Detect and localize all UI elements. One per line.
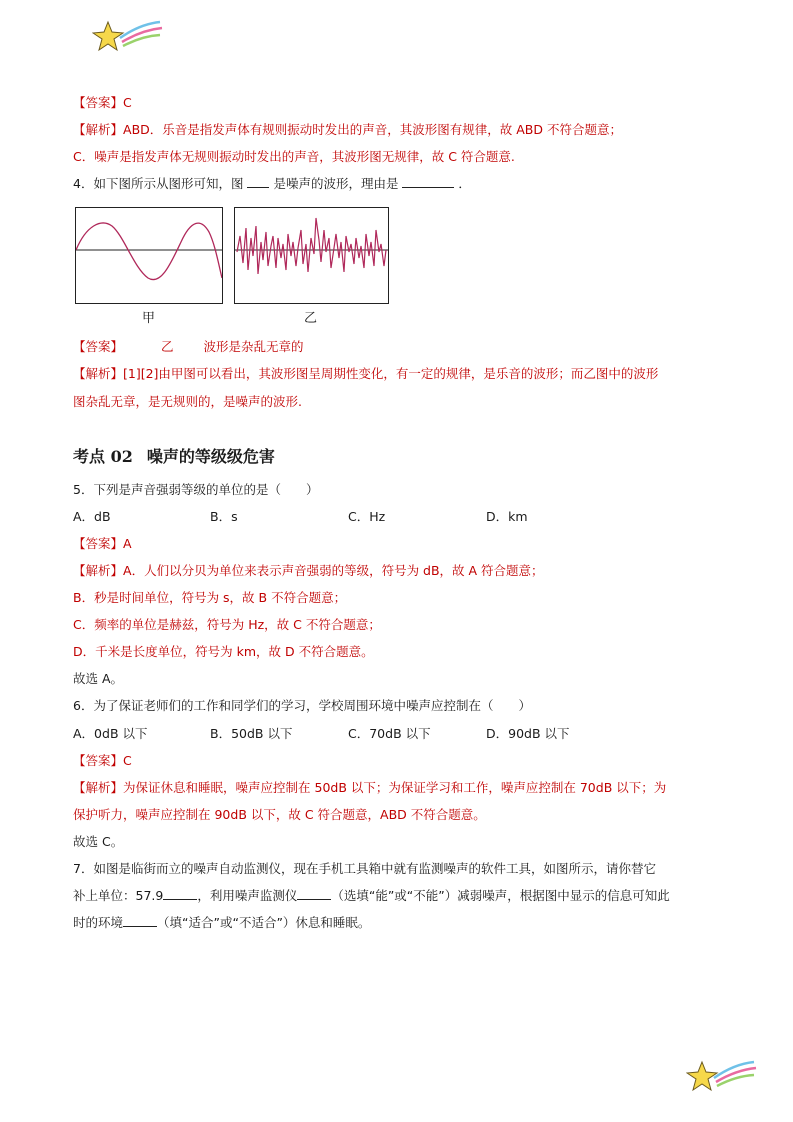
analysis-label: 【解析】 [73, 563, 124, 578]
q6-option-c[interactable]: C．70dB 以下 [348, 726, 431, 741]
q5-stem: 5．下列是声音强弱等级的单位的是（ ） [73, 482, 319, 497]
figure-caption-jia: 甲 [142, 311, 156, 326]
q3-analysis-2: C．噪声是指发声体无规则振动时发出的声音，其波形图无规律，故 C 符合题意. [73, 149, 515, 164]
q7-line-2: 补上单位：57.9 ，利用噪声监测仪 （选填“能”或“不能”）减弱噪声，根据图中显示的信息可知此 [73, 888, 670, 903]
section-heading [73, 446, 275, 468]
q5-analysis-3: C．频率的单位是赫兹，符号为 Hz，故 C 不符合题意； [73, 617, 381, 632]
q4-answer [73, 338, 304, 356]
answer-value: C [123, 753, 132, 768]
answer-blank[interactable] [123, 914, 157, 927]
q6-option-a[interactable]: A．0dB 以下 [73, 726, 148, 741]
unit-blank[interactable] [163, 887, 197, 900]
analysis-label: 【解析】 [73, 366, 124, 381]
answer-blank[interactable] [402, 175, 454, 188]
wave-figure-jia [75, 207, 223, 304]
q6-option-d[interactable]: D．90dB 以下 [486, 726, 570, 741]
figure-caption-yi: 乙 [304, 311, 318, 326]
q4-stem: 4．如下图所示从图形可知，图 是噪声的波形，理由是 ． [73, 176, 471, 191]
section-code: 考点 02 [73, 447, 133, 466]
q6-answer [73, 752, 132, 770]
analysis-label: 【解析】 [73, 122, 124, 137]
answer-value: C [123, 95, 132, 110]
answer-value-1: 乙 [161, 339, 174, 354]
q7-line-3: 时的环境 （填“适合”或“不适合”）休息和睡眠。 [73, 915, 371, 930]
answer-label: 【答案】 [73, 753, 124, 768]
shooting-star-icon [92, 16, 164, 58]
answer-label: 【答案】 [73, 95, 124, 110]
q6-analysis-2: 保护听力，噪声应控制在 90dB 以下，故 C 符合题意，ABD 不符合题意。 [73, 807, 486, 822]
answer-label: 【答案】 [73, 536, 124, 551]
q4-analysis-1: 【解析】[1][2]由甲图可以看出，其波形图呈周期性变化，有一定的规律，是乐音的波形；而乙图中的波形 [73, 366, 659, 381]
q6-conclusion: 故选 C。 [73, 834, 124, 849]
q3-analysis-1: 【解析】ABD．乐音是指发声体有规则振动时发出的声音，其波形图有规律，故 ABD 不符合题意； [73, 122, 622, 137]
q7-line-1: 7．如图是临街而立的噪声自动监测仪，现在手机工具箱中就有监测噪声的软件工具，如图所示，请你替它 [73, 861, 656, 876]
q6-option-b[interactable]: B．50dB 以下 [210, 726, 293, 741]
section-title: 噪声的等级级危害 [146, 447, 275, 466]
q5-analysis-1: 【解析】A．人们以分贝为单位来表示声音强弱的等级，符号为 dB，故 A 符合题意； [73, 563, 544, 578]
q5-option-d[interactable]: D．km [486, 509, 528, 524]
q3-answer [73, 94, 132, 112]
q4-analysis-2: 图杂乱无章，是无规则的，是噪声的波形. [73, 394, 302, 409]
answer-value-2: 波形是杂乱无章的 [203, 339, 304, 354]
wave-figure-yi [234, 207, 389, 304]
q5-option-a[interactable]: A．dB [73, 509, 111, 524]
q5-analysis-2: B．秒是时间单位，符号为 s，故 B 不符合题意； [73, 590, 347, 605]
analysis-label: 【解析】 [73, 780, 124, 795]
answer-blank[interactable] [247, 175, 269, 188]
q6-stem: 6．为了保证老师们的工作和同学们的学习，学校周围环境中噪声应控制在（ ） [73, 698, 531, 713]
sine-wave [76, 223, 222, 280]
noise-wave [237, 218, 386, 274]
q5-answer [73, 535, 132, 553]
answer-label: 【答案】 [73, 339, 124, 354]
q6-analysis-1: 【解析】为保证休息和睡眠，噪声应控制在 50dB 以下；为保证学习和工作，噪声应控制在 70dB 以下；为 [73, 780, 667, 795]
answer-value: A [123, 536, 132, 551]
q5-option-c[interactable]: C．Hz [348, 509, 386, 524]
q5-analysis-4: D．千米是长度单位，符号为 km，故 D 不符合题意。 [73, 644, 374, 659]
q5-option-b[interactable]: B．s [210, 509, 238, 524]
q5-conclusion: 故选 A。 [73, 671, 124, 686]
answer-blank[interactable] [297, 887, 331, 900]
shooting-star-icon [686, 1056, 758, 1098]
